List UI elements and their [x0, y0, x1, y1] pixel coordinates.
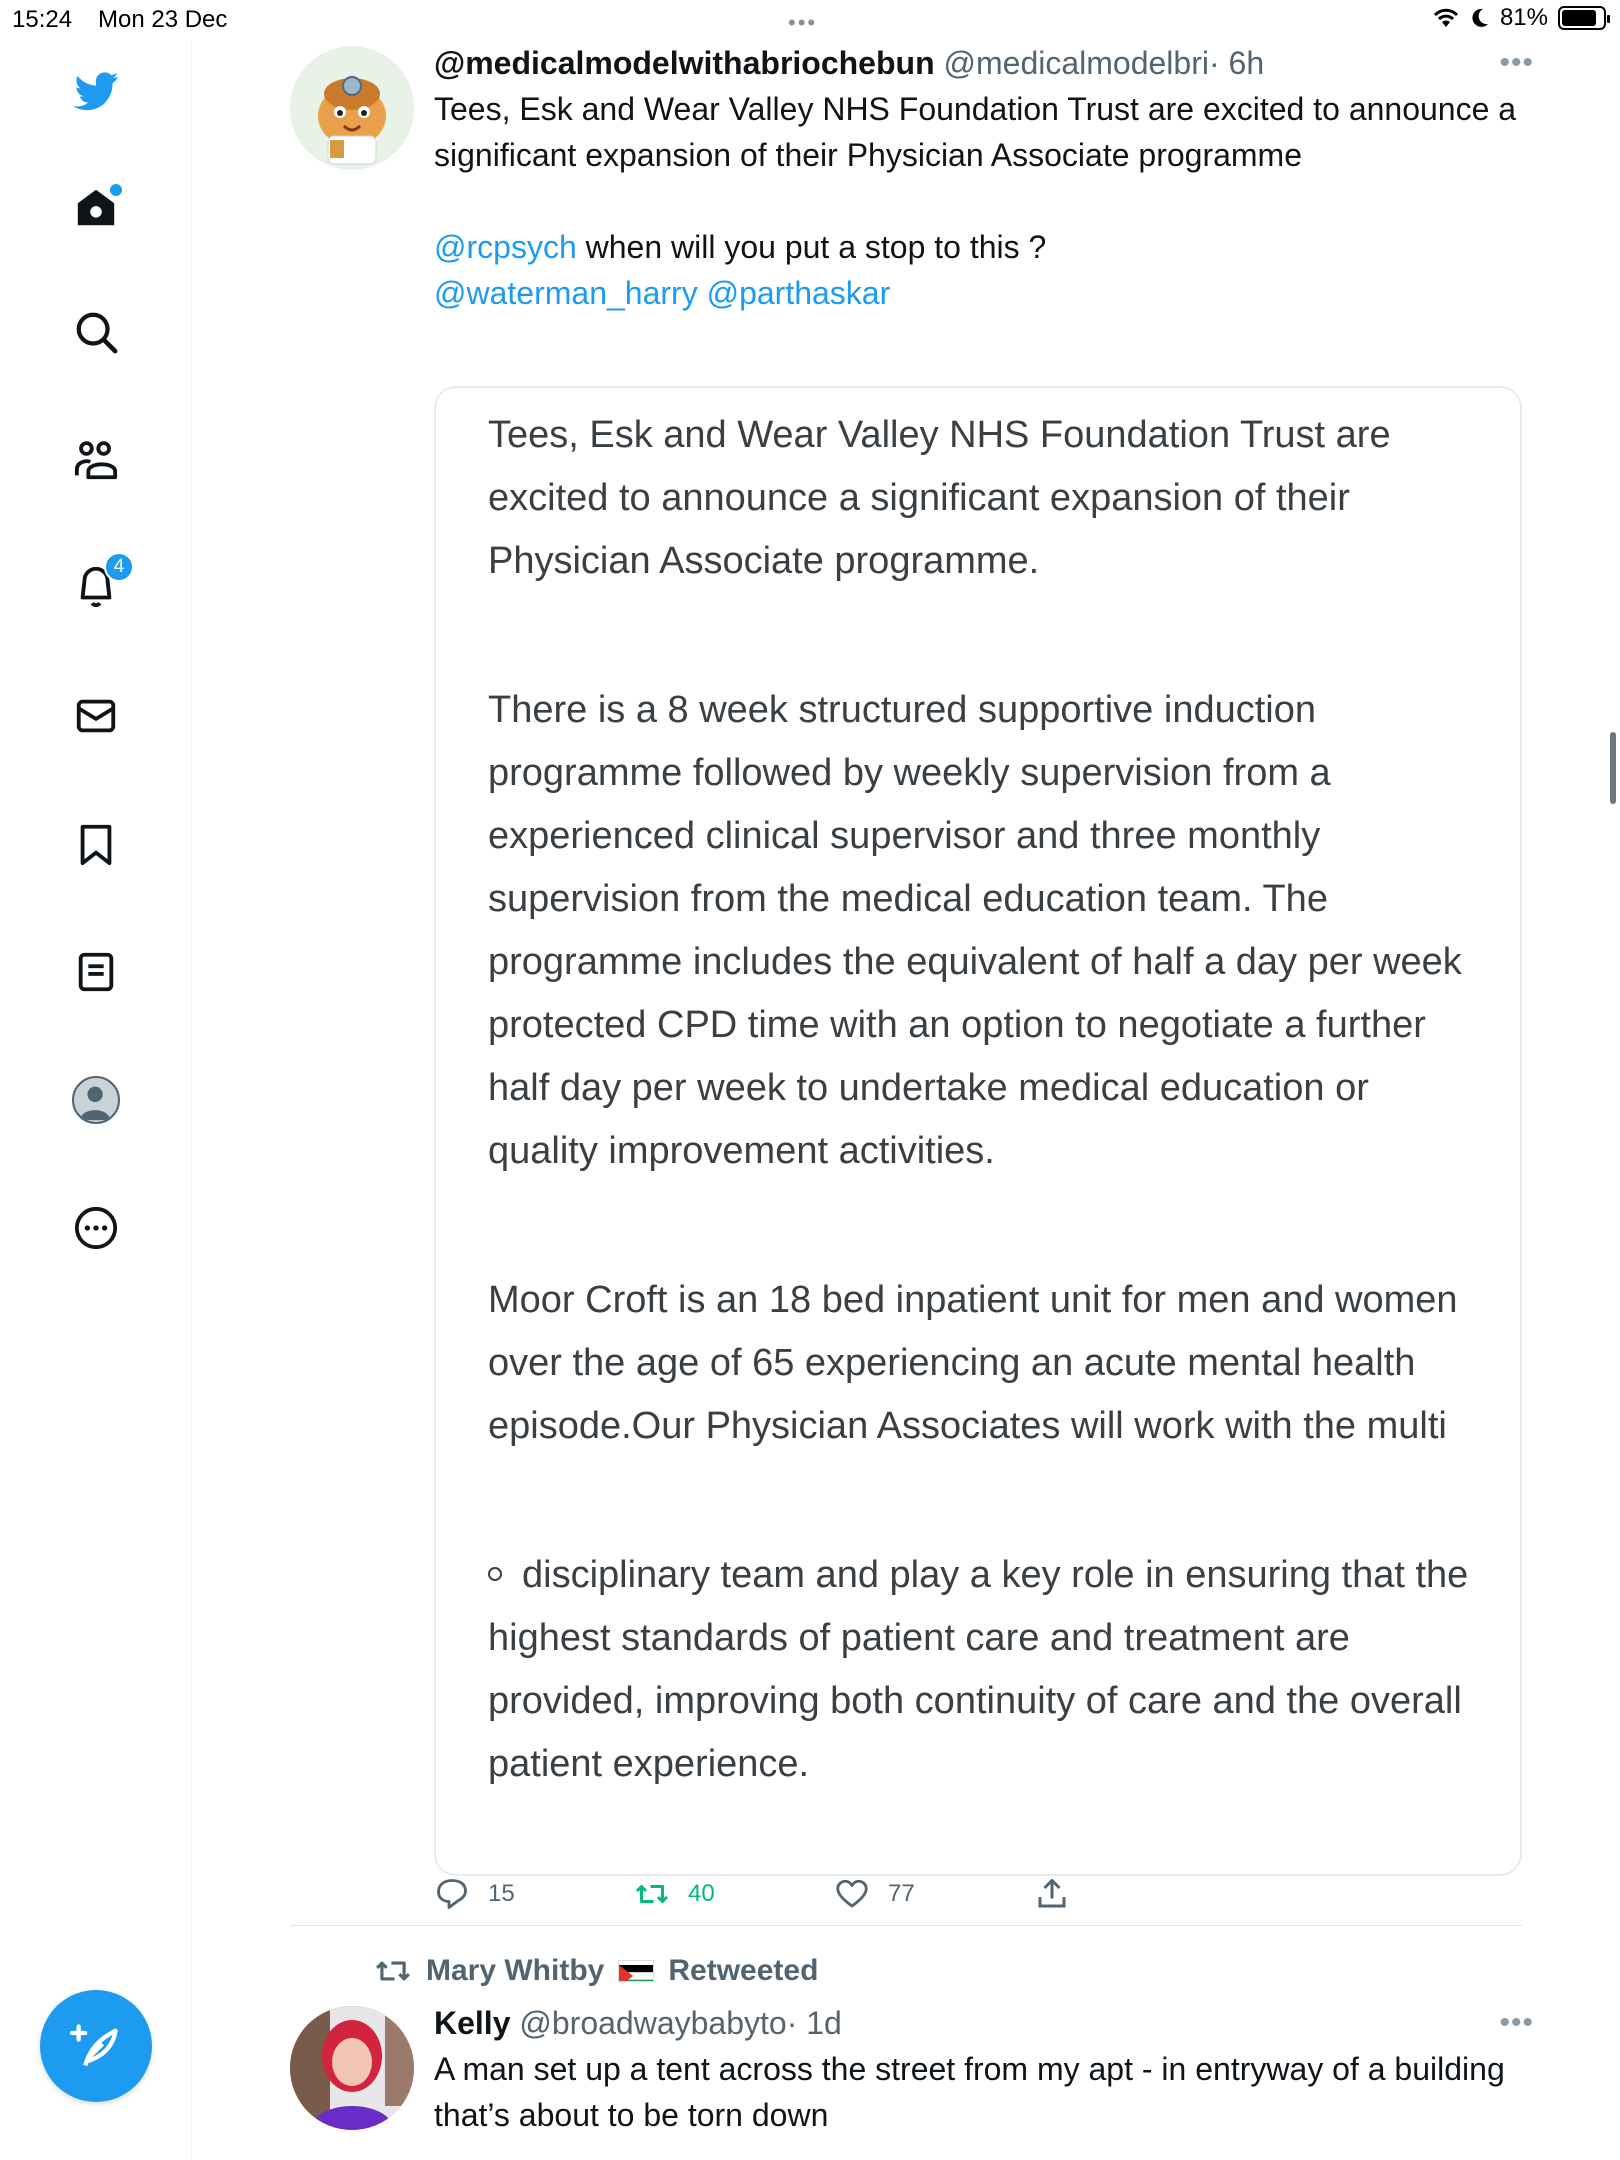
image-text-paragraph: There is a 8 week structured supportive induction programme followed by weekly supervision from a experienced clinical supervisor and three monthly supervision from the medical education team. The programme includes the equivalent of half a day per week protected CPD time with an option to negotiate a further half day per week to undertake medical education or quality improvement activities.: [488, 689, 1462, 1172]
image-card-text: [488, 404, 1488, 1796]
profile-avatar: [72, 1076, 120, 1124]
author-handle[interactable]: @broadwaybabyto: [519, 2005, 787, 2041]
tweet-divider: [290, 1925, 1522, 1926]
list-icon: [73, 949, 119, 995]
compose-tweet-button[interactable]: [40, 1990, 152, 2102]
image-text-paragraph: Tees, Esk and Wear Valley NHS Foundation Trust are excited to announce a significant expansion of their Physician Associate programme.: [488, 414, 1391, 582]
tweet-time[interactable]: · 1d: [786, 2005, 842, 2041]
sidebar-item-communities[interactable]: [66, 430, 126, 490]
retweet-icon: [374, 1952, 412, 1990]
scrollbar[interactable]: [1610, 732, 1616, 804]
share-button[interactable]: [1034, 1876, 1070, 1912]
retweeted-label: Retweeted: [668, 1954, 819, 1987]
retweet-icon: [634, 1876, 670, 1912]
notifications-badge: 4: [104, 552, 134, 582]
image-text-paragraph: Moor Croft is an 18 bed inpatient unit for men and women over the age of 65 experiencing an acute mental health episode.Our Physician Associates will work with the multi: [488, 1279, 1458, 1447]
communities-icon: [73, 437, 119, 483]
twitter-logo-icon[interactable]: [66, 60, 126, 120]
tweet-mentions: [434, 270, 1522, 316]
tweet-body: [434, 40, 1534, 316]
palestine-flag-icon: [618, 1960, 654, 1982]
battery-icon: [1558, 6, 1606, 30]
status-time: 15:24: [12, 6, 73, 33]
sidebar-item-bookmarks[interactable]: [66, 814, 126, 874]
home-unread-dot: [110, 184, 122, 196]
sidebar-item-home[interactable]: [66, 178, 126, 238]
tweet-header: [434, 40, 1534, 86]
status-bar: [0, 0, 1620, 40]
tweet-header: [434, 2000, 1534, 2046]
author-name[interactable]: @medicalmodelwithabriochebun: [434, 45, 935, 81]
moon-icon: [1470, 7, 1490, 29]
mail-icon: [73, 693, 119, 739]
sidebar-item-profile[interactable]: [66, 1070, 126, 1130]
tweet-text-line: Tees, Esk and Wear Valley NHS Foundation Trust are excited to announce a significant expansion of their Physician Associate programme: [434, 91, 1517, 173]
sidebar: [0, 40, 192, 2160]
bullet-text: disciplinary team and play a key role in ensuring that the highest standards of patient care and treatment are provided, improving both continuity of care and the overall patient experience.: [488, 1554, 1469, 1785]
tweet-more-icon[interactable]: •••: [1499, 46, 1534, 79]
tweet-text-mention-line: [434, 224, 1522, 270]
tweet-text: [434, 86, 1522, 316]
multitasking-dots-icon[interactable]: •••: [788, 10, 818, 35]
sidebar-item-lists[interactable]: [66, 942, 126, 1002]
reply-count: 15: [488, 1880, 515, 1907]
heart-icon: [834, 1876, 870, 1912]
retweet-count: 40: [688, 1880, 715, 1907]
tweet-text: A man set up a tent across the street from my apt - in entryway of a building that’s about to be torn down: [434, 2051, 1505, 2133]
image-text-bullet: [488, 1544, 1488, 1796]
tweet-actions: [434, 1866, 1434, 1926]
more-circle-icon: [73, 1205, 119, 1251]
tweet-text-question: when will you put a stop to this ?: [576, 229, 1047, 265]
retweet-button[interactable]: [634, 1876, 715, 1912]
sidebar-item-explore[interactable]: [66, 302, 126, 362]
sidebar-item-messages[interactable]: [66, 686, 126, 746]
search-icon: [73, 309, 119, 355]
author-name[interactable]: Kelly: [434, 2005, 511, 2041]
tweet-more-icon[interactable]: •••: [1499, 2006, 1534, 2039]
share-icon: [1034, 1876, 1070, 1912]
image-card[interactable]: [434, 386, 1522, 1876]
tweet-body: [434, 2000, 1534, 2138]
status-date: Mon 23 Dec: [98, 6, 228, 33]
sidebar-item-notifications[interactable]: [66, 556, 126, 616]
reply-icon: [434, 1876, 470, 1912]
sidebar-item-more[interactable]: [66, 1198, 126, 1258]
like-count: 77: [888, 1880, 915, 1907]
retweet-context[interactable]: [374, 1952, 818, 1990]
author-handle[interactable]: @medicalmodelbri: [943, 45, 1209, 81]
tweet-time[interactable]: · 6h: [1208, 45, 1265, 81]
author-avatar[interactable]: [290, 2006, 414, 2130]
battery-percent: 81%: [1499, 4, 1548, 31]
mention-link[interactable]: @waterman_harry: [434, 275, 698, 311]
compose-feather-icon: [70, 2020, 122, 2072]
like-button[interactable]: [834, 1876, 915, 1912]
retweeted-by-name: Mary Whitby: [426, 1954, 605, 1987]
status-right: [1432, 4, 1606, 32]
mention-link[interactable]: @rcpsych: [434, 229, 577, 265]
wifi-icon: [1432, 7, 1460, 29]
bookmark-icon: [73, 821, 119, 867]
reply-button[interactable]: [434, 1876, 515, 1912]
bullet-circle-icon: [488, 1567, 502, 1581]
mention-link[interactable]: @parthaskar: [706, 275, 891, 311]
author-avatar[interactable]: [290, 46, 414, 170]
